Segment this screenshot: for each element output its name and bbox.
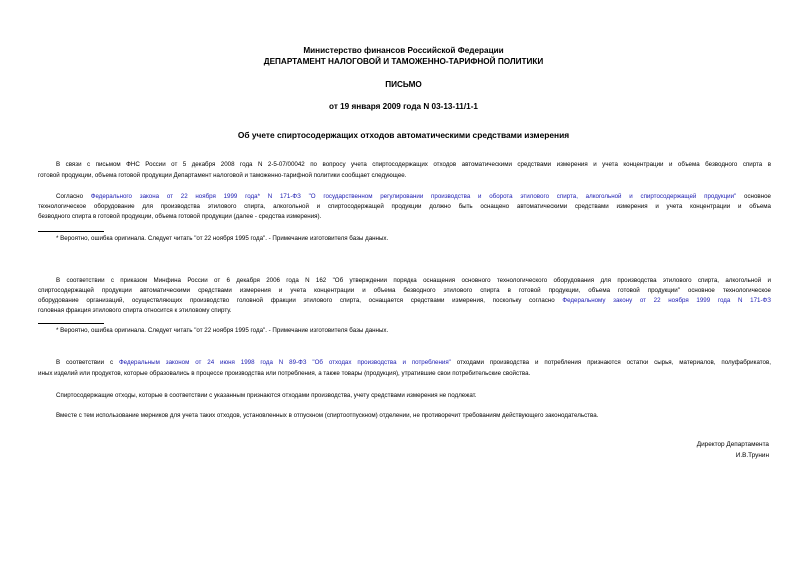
paragraph-4-text-tail: отходами производства и потребления признаются остатки сырья, материалов, полуфабрикатов, [450, 359, 771, 366]
footnote-divider-2 [38, 323, 104, 324]
paragraph-2-text-tail: основное [736, 193, 771, 200]
paragraph-4-line-2: иных изделий или продуктов, которые образовались в процессе производства или потребления, а также товары (продукция), утратившие свои потребительские свойства. [38, 370, 531, 377]
paragraph-2-line-2: технологическое оборудование для производства этилового спирта, алкогольной и спиртосодержащей продукции должно быть оснащено автоматическими средствами измерения и учета концентрации и объема [38, 203, 771, 210]
paragraph-3-line-4: головная фракция этилового спирта относится к этиловому спирту. [38, 307, 232, 314]
paragraph-1-line-2: готовой продукции, объема готовой продукции Департамент налоговой и таможенно-тарифной политики сообщает следующее. [38, 172, 407, 179]
document-date-number: от 19 января 2009 года N 03-13-11/1-1 [329, 102, 478, 111]
document-type: ПИСЬМО [385, 80, 422, 89]
paragraph-1-line-1: В связи с письмом ФНС России от 5 декабря 2008 года N 2-5-07/00042 по вопросу учета спиртосодержащих отходов автоматическими средствами измерения и учета концентрации и объема безводного спирта в [56, 161, 771, 168]
paragraph-4-line-1 [38, 358, 771, 368]
paragraph-2-line-1 [38, 192, 771, 202]
paragraph-4-text: В соответствии с [56, 359, 119, 366]
paragraph-3-line-1: В соответствии с приказом Минфина России от 6 декабря 2006 года N 162 "Об утверждении порядка оснащения основного технологического оборудования для производства этилового спирта, алкогольной и [56, 277, 771, 284]
paragraph-3-line-2: спиртосодержащей продукции автоматическими средствами измерения и учета концентрации и объема безводного этилового спирта в готовой продукции, объема готовой продукции" основное технологическое [38, 287, 771, 294]
paragraph-2-text: Согласно [56, 193, 91, 200]
law-171-fz-link-2[interactable]: Федеральному закону от 22 ноября 1999 года N 171-ФЗ [562, 297, 771, 304]
paragraph-2-line-3: безводного спирта в готовой продукции, объема готовой продукции (далее - средства измерения). [38, 213, 322, 220]
document-title: Об учете спиртосодержащих отходов автоматическими средствами измерения [237, 130, 570, 140]
department-name: ДЕПАРТАМЕНТ НАЛОГОВОЙ И ТАМОЖЕННО-ТАРИФНОЙ ПОЛИТИКИ [263, 57, 544, 66]
ministry-name: Министерство финансов Российской Федерации [303, 46, 504, 55]
paragraph-3-line-3 [38, 296, 771, 306]
paragraph-6: Вместе с тем использование мерников для учета таких отходов, установленных в отпускном (спиртоотпускном) отделении, не противоречит требованиям действующего законодательства. [56, 412, 599, 419]
footnote-2: * Вероятно, ошибка оригинала. Следует читать "от 22 ноября 1995 года". - Примечание изготовителя базы данных. [56, 327, 389, 334]
signature-name: И.В.Трунин [735, 452, 769, 459]
footnote-1: * Вероятно, ошибка оригинала. Следует читать "от 22 ноября 1995 года". - Примечание изготовителя базы данных. [56, 235, 389, 242]
footnote-divider [38, 231, 104, 232]
paragraph-3-text: оборудование организаций, осуществляющих производство головной фракции этилового спирта, оснащается средствами измерения, поскольку согласно [38, 297, 563, 304]
paragraph-5: Спиртосодержащие отходы, которые в соответствии с указанным признаются отходами производства, учету средствами измерения не подлежат. [56, 392, 477, 399]
law-89-fz-link[interactable]: Федеральным законом от 24 июня 1998 года N 89-ФЗ "Об отходах производства и потребления" [118, 359, 451, 366]
signature-position: Директор Департамента [696, 441, 769, 448]
law-171-fz-link[interactable]: Федерального закона от 22 ноября 1999 года* N 171-ФЗ "О государственном регулировании производства и оборота этилового спирта, алкогольной и спиртосодержащей продукции" [90, 193, 737, 200]
